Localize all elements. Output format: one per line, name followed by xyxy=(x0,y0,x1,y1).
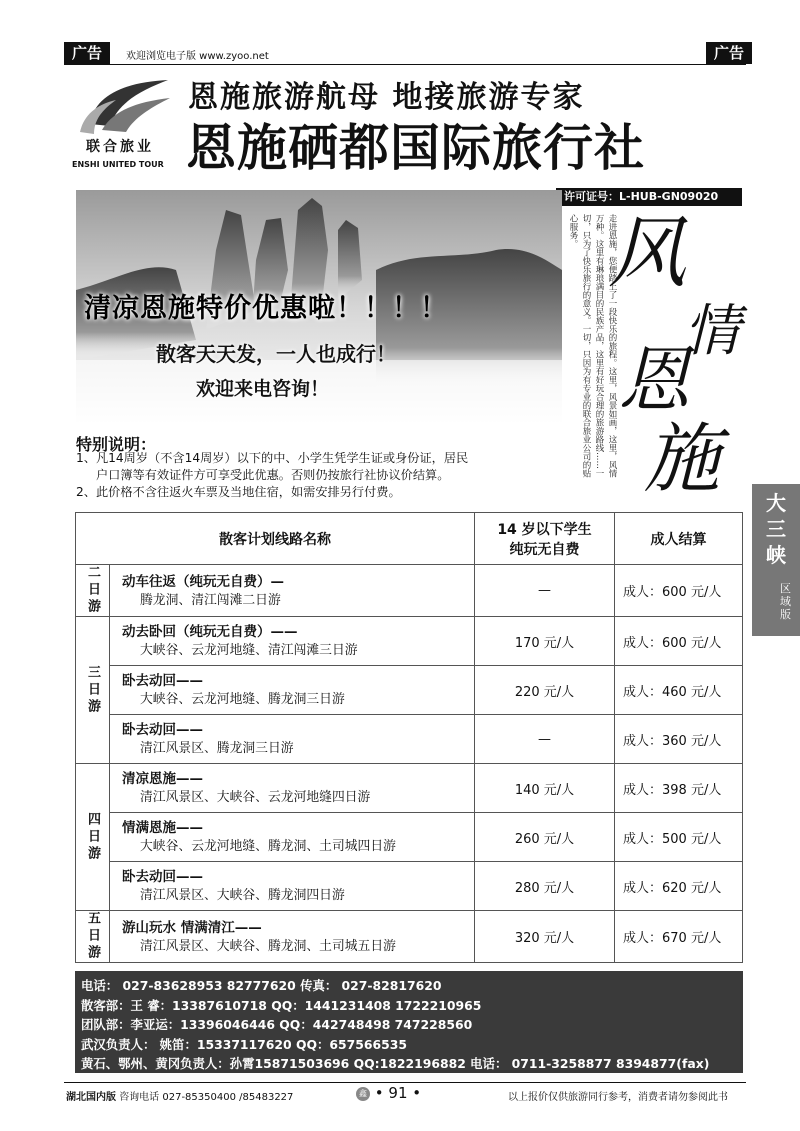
adult-price: 成人：600 元/人 xyxy=(615,565,743,617)
route-name: 游山玩水 情满清江—— xyxy=(122,919,262,936)
student-price: 220 元/人 xyxy=(475,666,615,715)
vertical-description: 走进恩施，您便踏上了一段快乐的旅程。这里，风景如画，这里，风情万种。这里有琳琅满目的民族产品，这里有好玩合理的旅游路线……一切，只为了快乐旅行的意义。一切，只因为有专业的联合旅业公司的贴心服务。 xyxy=(568,214,617,478)
ad-label-left: 广告 xyxy=(64,42,110,64)
header-student-line2: 纯玩无自费 xyxy=(509,541,580,558)
calligraphy-char-shi: 施 xyxy=(644,414,720,500)
table-row xyxy=(76,862,743,911)
page-badge-icon: 鑫 xyxy=(356,1087,370,1101)
page-number-text: • 91 • xyxy=(374,1084,422,1102)
calligraphy-char-feng: 风 xyxy=(608,209,687,299)
route-spots: 大峡谷、云龙河地缝、清江闯滩三日游 xyxy=(140,643,358,658)
calligraphy-image xyxy=(604,200,748,500)
logo-english: ENSHI UNITED TOUR xyxy=(72,160,164,169)
route-name: 卧去动回—— xyxy=(122,869,203,885)
route-name: 情满恩施—— xyxy=(122,820,203,836)
notice-item-1: 1、凡14周岁（不含14周岁）以下的中、小学生凭学生证或身份证，居民 xyxy=(76,451,469,465)
adult-price: 成人：398 元/人 xyxy=(615,764,743,813)
route-name: 卧去动回—— xyxy=(122,673,203,689)
route-cell xyxy=(110,862,475,911)
route-cell xyxy=(110,764,475,813)
welcome-text[interactable]: 欢迎浏览电子版 www.zyoo.net xyxy=(126,51,269,62)
table-row xyxy=(76,565,743,617)
route-cell xyxy=(110,617,475,666)
header-divider xyxy=(64,64,746,65)
license-number: 许可证号：L-HUB-GN09020 xyxy=(556,188,742,206)
side-tab-title: 大三峡 xyxy=(766,491,786,567)
contact-line-wuhan: 武汉负责人： 姚笛：15337117620 QQ：657566535 xyxy=(81,1036,408,1052)
contact-line-individual: 散客部：王 睿：13387610718 QQ：1441231408 1722210965 xyxy=(81,997,482,1013)
student-price: 170 元/人 xyxy=(475,617,615,666)
ad-label-right: 广告 xyxy=(706,42,752,64)
contact-line-group: 团队部：李亚运：13396046446 QQ：442748498 747228560 xyxy=(81,1017,473,1032)
student-price: 140 元/人 xyxy=(475,764,615,813)
header-student-line1: 14 岁以下学生 xyxy=(497,521,592,538)
day-label: 五日游 xyxy=(76,911,110,963)
swoosh-logo-icon xyxy=(72,74,182,136)
route-spots: 清江风景区、大峡谷、腾龙洞、土司城五日游 xyxy=(140,938,396,954)
contact-line-phone: 电话： 027-83628953 82777620 传真： 027-82817620 xyxy=(81,978,442,993)
table-header-row xyxy=(76,513,743,565)
route-spots: 清江风景区、腾龙洞三日游 xyxy=(140,741,294,756)
route-name: 动车往返（纯玩无自费）— xyxy=(122,573,284,590)
route-spots: 大峡谷、云龙河地缝、腾龙洞三日游 xyxy=(140,692,345,707)
company-name: 恩施硒都国际旅行社 xyxy=(186,119,645,177)
route-name: 动去卧回（纯玩无自费）—— xyxy=(122,624,298,640)
header-route: 散客计划线路名称 xyxy=(76,513,475,565)
footer-edition xyxy=(66,1088,293,1103)
table-row xyxy=(76,764,743,813)
notice-item-1-cont: 户口簿等有效证件方可享受此优惠。否则仍按旅行社协议价结算。 xyxy=(96,468,450,482)
route-spots: 清江风景区、大峡谷、云龙河地缝四日游 xyxy=(140,790,371,805)
header-adult: 成人结算 xyxy=(615,513,743,565)
notice-item-2: 2、此价格不含往返火车票及当地住宿，如需安排另行付费。 xyxy=(76,485,401,499)
side-tab-subtitle: 区域版 xyxy=(780,582,791,621)
slogan: 恩施旅游航母 地接旅游专家 xyxy=(188,80,585,115)
student-price: — xyxy=(475,565,615,617)
footer-divider xyxy=(64,1082,746,1083)
adult-price: 成人：670 元/人 xyxy=(615,911,743,963)
adult-price: 成人：620 元/人 xyxy=(615,862,743,911)
page-number xyxy=(356,1084,421,1102)
footer-hotline: 咨询电话 027-85350400 /85483227 xyxy=(119,1092,294,1103)
calligraphy-fengqing-enshi xyxy=(604,200,748,500)
promo-subtitle: 散客天天发，一人也成行！ xyxy=(156,342,396,366)
side-section-tab[interactable] xyxy=(752,484,800,636)
logo-chinese: 联合旅业 xyxy=(86,139,154,155)
adult-price: 成人：360 元/人 xyxy=(615,715,743,764)
company-logo xyxy=(72,74,182,178)
notice-body xyxy=(76,450,564,501)
route-cell xyxy=(110,813,475,862)
student-price: 320 元/人 xyxy=(475,911,615,963)
table-body xyxy=(76,565,743,963)
route-cell xyxy=(110,911,475,963)
promo-call-to-action: 欢迎来电咨询！ xyxy=(196,378,330,400)
table-row xyxy=(76,715,743,764)
notice-title: 特别说明： xyxy=(76,435,157,454)
table-row xyxy=(76,666,743,715)
route-name: 卧去动回—— xyxy=(122,722,203,738)
promo-title: 清凉恩施特价优惠啦！！！！ xyxy=(84,293,448,324)
table-row xyxy=(76,911,743,963)
route-price-table xyxy=(75,512,743,963)
adult-price: 成人：600 元/人 xyxy=(615,617,743,666)
calligraphy-char-qing: 情 xyxy=(684,299,740,364)
route-cell xyxy=(110,565,475,617)
student-price: 260 元/人 xyxy=(475,813,615,862)
day-label: 二日游 xyxy=(76,565,110,617)
student-price: — xyxy=(475,715,615,764)
route-cell xyxy=(110,715,475,764)
adult-price: 成人：500 元/人 xyxy=(615,813,743,862)
calligraphy-char-en: 恩 xyxy=(618,338,691,422)
footer-edition-name: 湖北国内版 xyxy=(66,1092,116,1103)
route-spots: 腾龙洞、清江闯滩二日游 xyxy=(140,592,281,608)
route-cell xyxy=(110,666,475,715)
contact-line-huangshi: 黄石、鄂州、黄冈负责人：孙霄15871503696 QQ:1822196882 电话： 0711-3258877 8394877(fax) xyxy=(81,1056,710,1071)
table-row xyxy=(76,813,743,862)
day-label: 四日游 xyxy=(76,764,110,911)
footer-disclaimer: 以上报价仅供旅游同行参考，消费者请勿参阅此书 xyxy=(508,1092,728,1103)
contact-panel xyxy=(75,971,743,1073)
route-spots: 大峡谷、云龙河地缝、腾龙洞、土司城四日游 xyxy=(140,839,396,854)
adult-price: 成人：460 元/人 xyxy=(615,666,743,715)
route-name: 清凉恩施—— xyxy=(122,771,203,787)
route-spots: 清江风景区、大峡谷、腾龙洞四日游 xyxy=(140,888,345,903)
table-row xyxy=(76,617,743,666)
header-student xyxy=(475,513,615,565)
day-label: 三日游 xyxy=(76,617,110,764)
student-price: 280 元/人 xyxy=(475,862,615,911)
